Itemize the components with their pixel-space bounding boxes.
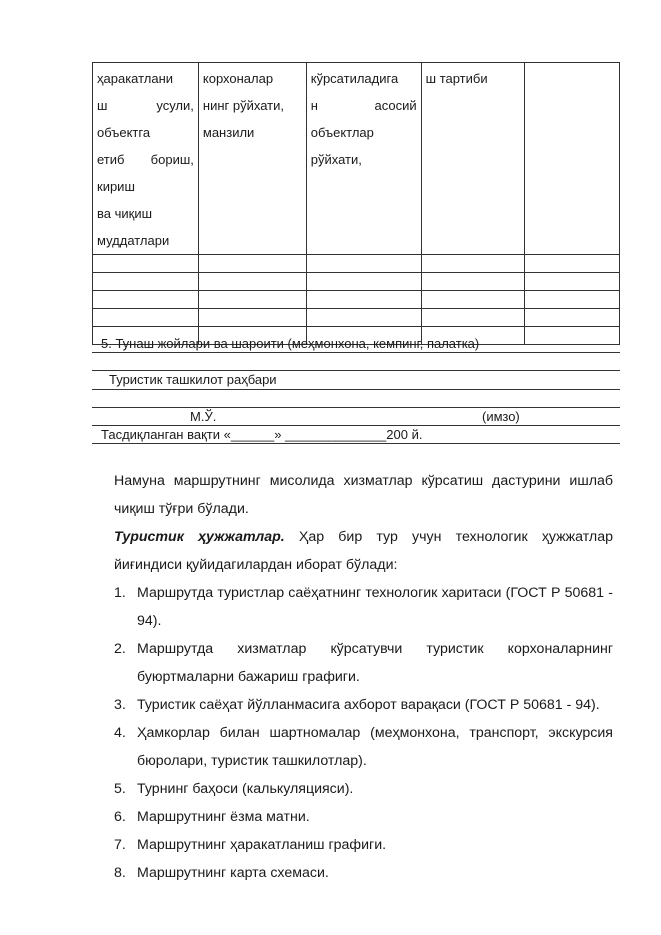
list-item <box>114 635 613 691</box>
table-row <box>93 255 620 273</box>
list-text: Турнинг баҳоси (калькуляцияси). <box>137 781 354 797</box>
list-text: Маршрутнинг ёзма матни. <box>137 809 310 825</box>
divider <box>92 370 620 371</box>
list-item <box>114 719 613 775</box>
list-text: Туристик саёҳат йўлланмасига ахборот варақаси (ГОСТ Р 50681 - 94). <box>137 697 600 713</box>
divider <box>92 425 620 426</box>
divider <box>92 407 620 408</box>
table-row <box>93 273 620 291</box>
list-number: 6. <box>114 809 126 825</box>
table-row <box>93 291 620 309</box>
list-text: Ҳамкорлар билан шартномалар (меҳмонхона, транспорт, экскурсия бюролари, туристик ташкилотлар). <box>137 725 613 769</box>
header-4-line: ш тартиби <box>425 71 488 86</box>
route-table <box>92 62 620 345</box>
list-text: Маршрутнинг карта схемаси. <box>137 865 329 881</box>
header-1-line: ва чиқиш <box>97 206 153 221</box>
header-1-line: объектга <box>97 125 151 140</box>
accommodation-label: 5. Тунаш жойлари ва шароити (меҳмонхона, кемпинг, палатка) <box>101 336 480 351</box>
divider <box>92 389 620 390</box>
header-1-line: ҳаракатлани <box>97 71 174 86</box>
divider <box>92 352 620 353</box>
header-1-line: муддатлари <box>97 233 170 248</box>
list-text: Маршрутнинг ҳаракатланиш графиги. <box>137 837 387 853</box>
list-number: 5. <box>114 781 126 797</box>
docs-heading: Туристик ҳужжатлар. <box>114 529 285 545</box>
header-cell-4 <box>421 63 525 255</box>
header-2-line: нинг рўйхати, <box>202 98 284 113</box>
list-number: 7. <box>114 837 126 853</box>
header-2-line: корхоналар <box>202 71 274 86</box>
header-3-line: н асосий <box>310 98 417 113</box>
header-3-line: кўрсатиладига <box>310 71 399 86</box>
list-number: 8. <box>114 865 126 881</box>
list-number: 1. <box>114 585 126 601</box>
header-1-line: етиб бориш, <box>97 152 194 167</box>
seal-label: М.Ў. <box>190 409 217 424</box>
header-cell-3 <box>306 63 421 255</box>
docs-intro: Ҳар бир тур учун технологик ҳужжатлар йиғиндиси қуйидагилардан иборат бўлади: <box>114 529 613 573</box>
list-text: Маршрутда туристлар саёҳатнинг технологик харитаси (ГОСТ Р 50681 - 94). <box>137 585 613 629</box>
header-2-line: манзили <box>202 125 255 140</box>
header-cell-5 <box>525 63 620 255</box>
list-item <box>114 691 613 719</box>
intro-text: Намуна маршрутнинг мисолида хизматлар кўрсатиш дастурини ишлаб чиқиш тўғри бўлади. <box>114 473 613 517</box>
list-number: 2. <box>114 641 126 657</box>
head-label: Туристик ташкилот раҳбари <box>109 372 277 387</box>
list-item <box>114 775 613 803</box>
list-item <box>114 859 613 887</box>
header-1-line: ш усули, <box>97 98 194 113</box>
table-header-row <box>93 63 620 255</box>
list-text: Маршрутда хизматлар кўрсатувчи туристик корхоналарнинг буюртмаларни бажариш графиги. <box>137 641 613 685</box>
header-3-line: объектлар <box>310 125 374 140</box>
approved-label: Тасдиқланган вақти «______» ______________200 й. <box>101 427 423 442</box>
list-item <box>114 579 613 635</box>
list-item <box>114 831 613 859</box>
header-3-line: рўйхати, <box>310 152 362 167</box>
table-row <box>93 309 620 327</box>
header-cell-2 <box>198 63 306 255</box>
documents-list <box>114 579 613 887</box>
list-item <box>114 803 613 831</box>
list-number: 3. <box>114 697 126 713</box>
sign-label: (имзо) <box>482 409 520 424</box>
divider <box>92 443 620 444</box>
docs-paragraph <box>114 523 613 579</box>
header-1-line: кириш <box>97 179 135 194</box>
header-cell-1 <box>93 63 199 255</box>
intro-paragraph <box>114 467 613 523</box>
list-number: 4. <box>114 725 126 741</box>
